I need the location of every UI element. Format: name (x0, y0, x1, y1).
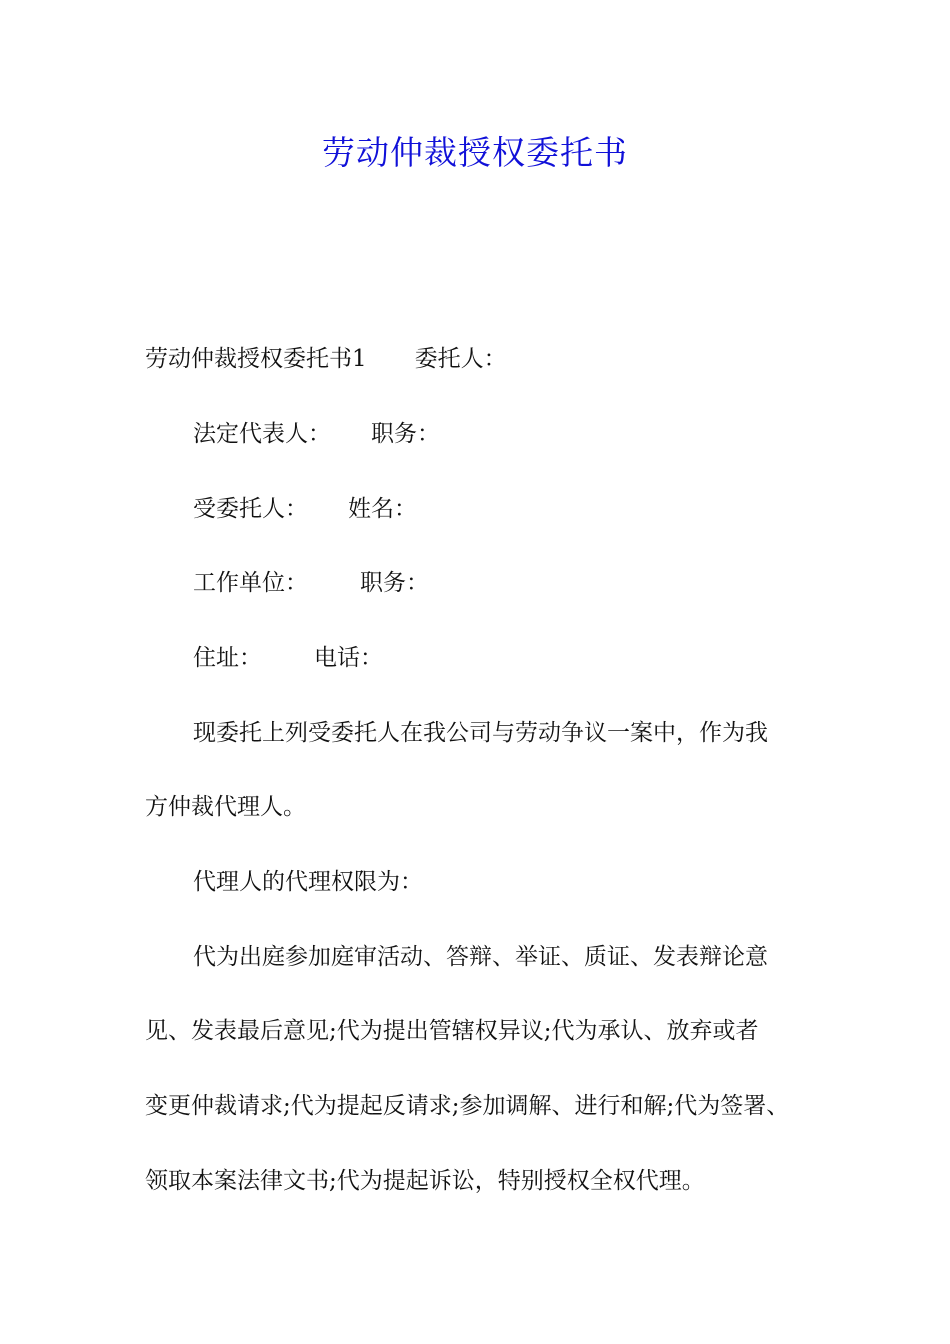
line-principal (145, 342, 835, 376)
phone-label: 电话： (314, 645, 383, 671)
name-label: 姓名： (348, 496, 417, 522)
paragraph-entrust-line-2: 方仲裁代理人。 (145, 794, 306, 820)
line-address (193, 641, 835, 675)
line-agent (193, 492, 835, 526)
authority-heading: 代理人的代理权限为： (193, 869, 423, 895)
agent-label: 受委托人： (193, 496, 308, 522)
authority-line-4: 领取本案法律文书;代为提起诉讼，特别授权全权代理。 (145, 1168, 705, 1194)
principal-label: 委托人： (414, 346, 507, 372)
line-legal-rep (193, 417, 835, 451)
legal-rep-label: 法定代表人： (193, 421, 331, 447)
paragraph-entrust-line-1: 现委托上列受委托人在我公司与劳动争议一案中，作为我 (193, 720, 768, 746)
line-employer (193, 566, 835, 600)
authority-line-2: 见、发表最后意见;代为提出管辖权异议;代为承认、放弃或者 (145, 1018, 759, 1044)
address-label: 住址： (193, 645, 262, 671)
subtitle-text: 劳动仲裁授权委托书1 (145, 346, 367, 372)
document-title: 劳动仲裁授权委托书 (322, 133, 628, 172)
position-label-2: 职务： (360, 570, 429, 596)
employer-label: 工作单位： (193, 570, 308, 596)
authority-line-1: 代为出庭参加庭审活动、答辩、举证、质证、发表辩论意 (193, 944, 768, 970)
position-label: 职务： (371, 421, 440, 447)
authority-line-3: 变更仲裁请求;代为提起反请求;参加调解、进行和解;代为签署、 (145, 1093, 790, 1119)
